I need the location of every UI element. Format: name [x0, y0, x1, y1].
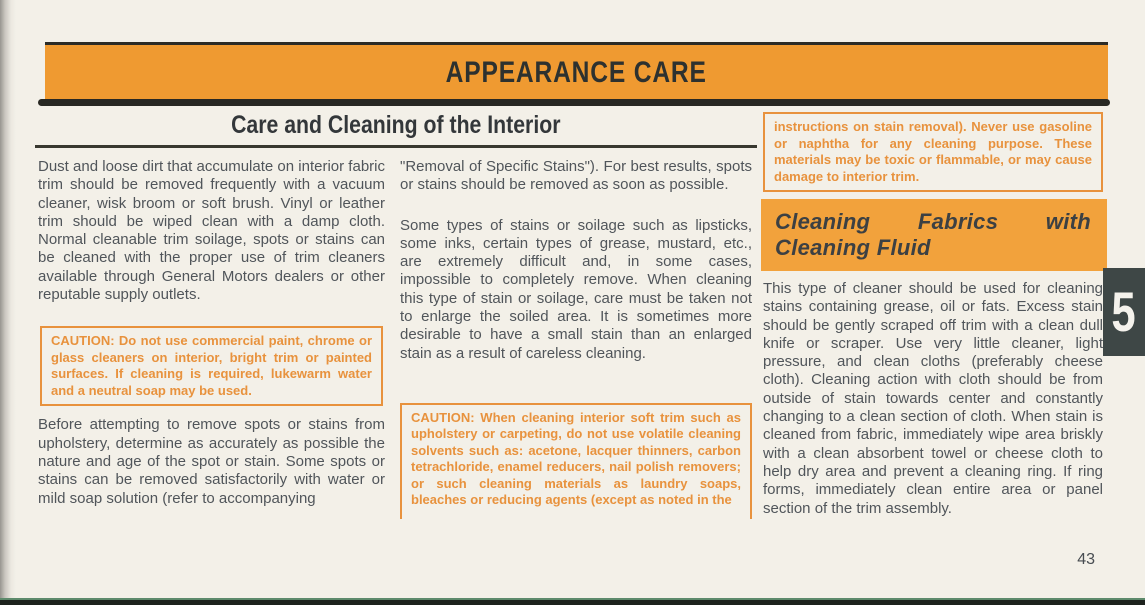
- cleaning-fabrics-heading-block: [761, 199, 1107, 271]
- section-title-rule: [35, 145, 757, 148]
- column-2: [400, 158, 752, 519]
- paragraph-difficult-stains: Some types of stains or soilage such as lipsticks, some inks, certain types of grease, mustard, etc., are extremely difficult and, in some cases, impossible to completely remove. When cleaning this type of stain or soilage, care must be taken not to enlarge the soiled area. It is sometimes more desirable to have a small stain than an enlarged stain as a result of careless cleaning.: [400, 216, 752, 362]
- caution-box-continued: instructions on stain removal). Never use gasoline or naphtha for any cleaning purpose. These materials may be toxic or flammable, or may cause damage to interior trim.: [763, 112, 1103, 192]
- paragraph-before-attempting: Before attempting to remove spots or stains from upholstery, determine as accurately as possible the nature and age of the spot or stain. Some spots or stains can be removed satisfactorily with water or mild soap solution (refer to accompanying: [38, 416, 385, 507]
- column-3: [763, 112, 1103, 518]
- paragraph-removal-specific-stains: "Removal of Specific Stains"). For best results, spots or stains should be removed as soon as possible.: [400, 158, 752, 194]
- section-title-area: [35, 111, 757, 148]
- cleaning-fabrics-heading: Cleaning Fabrics with Cleaning Fluid: [775, 209, 1091, 260]
- banner-title: APPEARANCE CARE: [445, 56, 708, 89]
- section-title: Care and Cleaning of the Interior: [231, 111, 561, 139]
- chapter-tab: [1103, 268, 1145, 356]
- banner-underline-bar: [38, 99, 1110, 106]
- page-number: 43: [1077, 551, 1095, 568]
- chapter-tab-number: 5: [1111, 280, 1137, 343]
- page-left-edge-shadow: [0, 0, 16, 605]
- paragraph-cleaning-fluid: This type of cleaner should be used for cleaning stains containing grease, oil or fats. Excess stain should be gently scraped off trim with a clean dull knife or scraper. Use very little cleaner, light pressure, and clean cloths (preferably cheese cloth). Cleaning action with cloth should be from outside of stain towards center and constantly changing to a clean section of cloth. When stain is cleaned from fabric, immediately wipe area briskly with a clean absorbent towel or cheese cloth to help dry area and prevent a cleaning ring. If ring forms, immediately clean entire area or panel section of the trim assembly.: [763, 280, 1103, 517]
- column-1: [38, 158, 385, 508]
- appearance-care-banner: [45, 42, 1108, 101]
- paragraph-dust-and-dirt: Dust and loose dirt that accumulate on interior fabric trim should be removed frequently with a vacuum cleaner, wisk broom or soft brush. Vinyl or leather trim should be wiped clean with a damp cloth. Normal cleanable trim soilage, spots or stains can be cleaned with the proper use of trim cleaners available through General Motors dealers or other reputable supply outlets.: [38, 158, 385, 304]
- caution-box-commercial-cleaners: CAUTION: Do not use commercial paint, chrome or glass cleaners on interior, bright trim or painted surfaces. If cleaning is required, lukewarm water and a neutral soap may be used.: [40, 326, 383, 406]
- next-page-edge: [0, 598, 1145, 605]
- caution-box-volatile-solvents: CAUTION: When cleaning interior soft trim such as upholstery or carpeting, do not use volatile cleaning solvents such as: acetone, lacquer thinners, carbon tetrachloride, enamel reducers, nail polish removers; or such cleaning materials as laundry soaps, bleaches or reducing agents (except as noted in the: [400, 403, 752, 519]
